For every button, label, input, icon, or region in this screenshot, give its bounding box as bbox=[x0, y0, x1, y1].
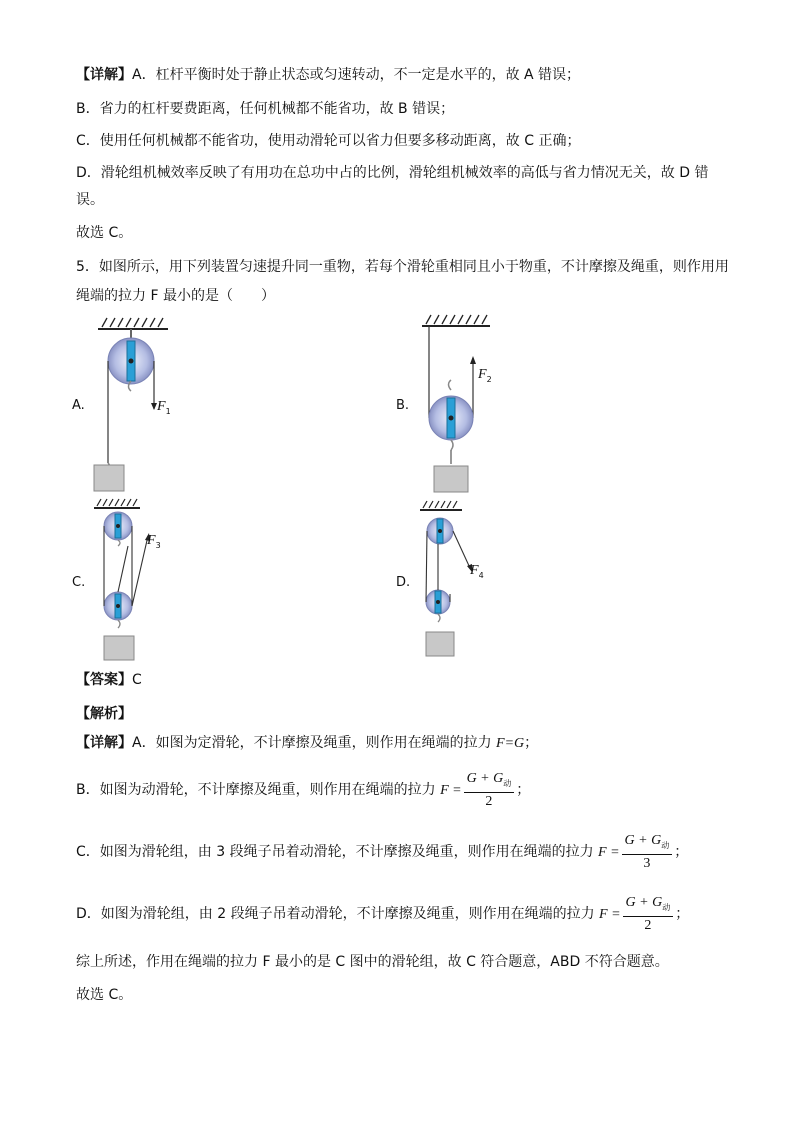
diagram-d-pulley-system bbox=[414, 498, 494, 663]
punct: ； bbox=[524, 735, 539, 751]
fraction: $\frac{G + G_动}{3}$ bbox=[622, 832, 673, 872]
final-answer-line: 故选 C。 bbox=[76, 987, 133, 1003]
detail-text: C．如图为滑轮组，由 3 段绳子吊着动滑轮，不计摩擦及绳重，则作用在绳端的拉力 bbox=[76, 844, 599, 860]
detail-text: A．如图为定滑轮，不计摩擦及绳重，则作用在绳端的拉力 bbox=[132, 735, 497, 751]
detail-text: D．如图为滑轮组，由 2 段绳子吊着动滑轮，不计摩擦及绳重，则作用在绳端的拉力 bbox=[76, 906, 600, 922]
diagram-c-pulley-system bbox=[90, 496, 170, 666]
diagram-b-movable-pulley bbox=[412, 310, 502, 500]
question-5-line-2: 绳端的拉力 F 最小的是（ ） bbox=[76, 288, 275, 304]
text-line-4: D．滑轮组机械效率反映了有用功在总功中占的比例，滑轮组机械效率的高低与省力情况无关，故 D 错 bbox=[76, 165, 709, 181]
detail-c-line bbox=[76, 830, 688, 875]
text-line-3: C．使用任何机械都不能省功，使用动滑轮可以省力但要多移动距离，故 C 正确； bbox=[76, 133, 581, 149]
detail-b-line bbox=[76, 768, 530, 813]
detail-d-line bbox=[76, 892, 689, 937]
option-d-label: D. bbox=[396, 575, 411, 590]
detail-a-line bbox=[76, 733, 538, 754]
fraction: $\frac{G + G_动}{2}$ bbox=[623, 894, 674, 934]
option-c-label: C. bbox=[72, 575, 86, 590]
force-f3-label: $F_3$ bbox=[147, 533, 161, 550]
line-text: A．杠杆平衡时处于静止状态或匀速转动，不一定是水平的，故 A 错误； bbox=[132, 67, 581, 83]
diagram-a-fixed-pulley bbox=[88, 315, 188, 495]
force-f4-label: $F_4$ bbox=[470, 563, 484, 580]
detail-label: 【详解】 bbox=[76, 735, 132, 751]
answer-label: 【答案】 bbox=[76, 672, 132, 688]
analysis-label: 【解析】 bbox=[76, 706, 132, 722]
question-5-line-1: 5．如图所示，用下列装置匀速提升同一重物，若每个滑轮重相同且小于物重，不计摩擦及绳重，则作用用 bbox=[76, 259, 729, 275]
option-a-label: A. bbox=[72, 398, 85, 413]
punct: ； bbox=[516, 782, 531, 798]
force-f2-label: $F_2$ bbox=[478, 367, 492, 384]
answer-line bbox=[76, 670, 142, 690]
detail-text: B．如图为动滑轮，不计摩擦及绳重，则作用在绳端的拉力 bbox=[76, 782, 441, 798]
option-b-label: B. bbox=[396, 398, 410, 413]
formula-fg: F=G bbox=[496, 736, 525, 751]
formula-lhs: F = bbox=[440, 783, 462, 798]
detail-label: 【详解】 bbox=[76, 67, 132, 83]
text-line-2: B．省力的杠杆要费距离，任何机械都不能省功，故 B 错误； bbox=[76, 101, 455, 117]
text-line-6: 故选 C。 bbox=[76, 225, 133, 241]
punct: ； bbox=[675, 906, 690, 922]
summary-line: 综上所述，作用在绳端的拉力 F 最小的是 C 图中的滑轮组，故 C 符合题意，ABD 不符合题意。 bbox=[76, 954, 669, 970]
formula-lhs: F = bbox=[599, 907, 621, 922]
text-line-1 bbox=[76, 65, 580, 85]
force-f1-label: $F_1$ bbox=[157, 399, 171, 416]
formula-lhs: F = bbox=[598, 845, 620, 860]
fraction: $\frac{G + G_动}{2}$ bbox=[464, 770, 515, 810]
text-line-5: 误。 bbox=[76, 192, 104, 208]
punct: ； bbox=[674, 844, 689, 860]
answer-value: C bbox=[132, 672, 142, 688]
